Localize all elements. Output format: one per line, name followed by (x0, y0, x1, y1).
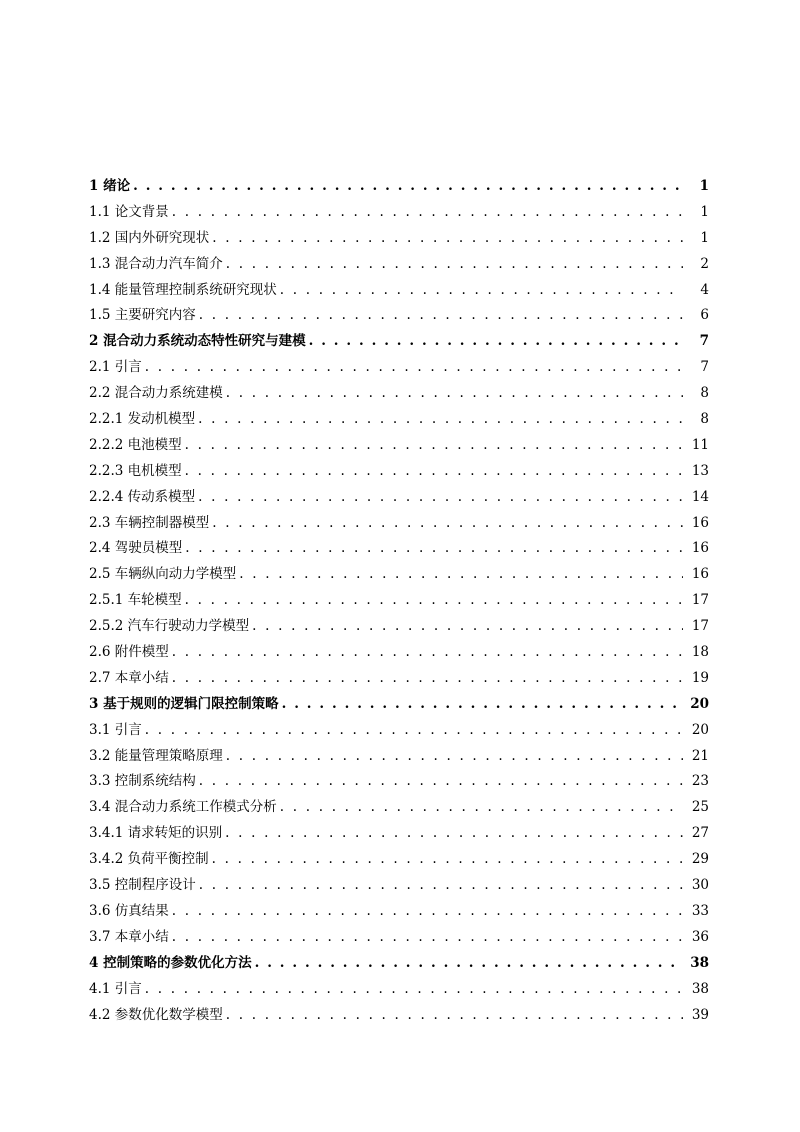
toc-entry-title: 3.1 引言 (89, 721, 142, 738)
toc-dot-leader (199, 873, 683, 899)
toc-section-entry[interactable] (89, 718, 709, 744)
toc-entry-title: 2.7 本章小结 (89, 669, 169, 686)
table-of-contents (89, 174, 709, 1028)
toc-section-entry[interactable] (89, 795, 709, 821)
toc-dot-leader (239, 562, 683, 588)
toc-entry-title: 3.4.2 负荷平衡控制 (89, 851, 209, 868)
toc-section-entry[interactable] (89, 666, 709, 692)
toc-entry-page-number: 30 (691, 877, 709, 894)
toc-entry-title: 1.5 主要研究内容 (89, 307, 196, 324)
toc-section-entry[interactable] (89, 226, 709, 252)
toc-dot-leader (212, 847, 683, 873)
toc-section-entry[interactable] (89, 899, 709, 925)
toc-entry-title: 2.4 驾驶员模型 (89, 540, 183, 557)
toc-entry-page-number: 7 (700, 359, 709, 376)
toc-dot-leader (255, 951, 683, 977)
toc-dot-leader (185, 536, 683, 562)
toc-entry-title: 3.4.1 请求转矩的识别 (89, 825, 223, 842)
toc-dot-leader (172, 899, 683, 925)
toc-dot-leader (226, 381, 683, 407)
toc-entry-title: 2.1 引言 (89, 359, 142, 376)
toc-section-entry[interactable] (89, 355, 709, 381)
toc-entry-page-number: 8 (700, 411, 709, 428)
toc-dot-leader (226, 1003, 683, 1029)
toc-entry-title: 2.5 车辆纵向动力学模型 (89, 566, 237, 583)
toc-section-entry[interactable] (89, 536, 709, 562)
toc-dot-leader (185, 459, 683, 485)
toc-entry-page-number: 20 (690, 695, 709, 712)
toc-dot-leader (252, 614, 683, 640)
toc-entry-page-number: 33 (691, 902, 709, 919)
toc-chapter-entry[interactable] (89, 329, 709, 355)
toc-dot-leader (199, 303, 683, 329)
toc-entry-page-number: 25 (691, 799, 709, 816)
toc-section-entry[interactable] (89, 407, 709, 433)
toc-section-entry[interactable] (89, 821, 709, 847)
toc-entry-title: 2.2 混合动力系统建模 (89, 385, 223, 402)
toc-dot-leader (280, 795, 683, 821)
toc-section-entry[interactable] (89, 925, 709, 951)
toc-dot-leader (282, 692, 683, 718)
toc-section-entry[interactable] (89, 485, 709, 511)
toc-dot-leader (145, 977, 683, 1003)
toc-entry-page-number: 39 (691, 1006, 709, 1023)
toc-chapter-entry[interactable] (89, 951, 709, 977)
toc-entry-page-number: 16 (691, 540, 709, 557)
toc-section-entry[interactable] (89, 769, 709, 795)
toc-entry-title: 3.7 本章小结 (89, 928, 169, 945)
toc-entry-title: 1 绪论 (89, 178, 131, 194)
toc-section-entry[interactable] (89, 252, 709, 278)
toc-entry-page-number: 11 (691, 436, 709, 453)
toc-dot-leader (225, 821, 683, 847)
toc-entry-title: 1.2 国内外研究现状 (89, 229, 210, 246)
toc-dot-leader (172, 640, 683, 666)
toc-entry-title: 1.3 混合动力汽车简介 (89, 255, 223, 272)
toc-entry-page-number: 16 (691, 566, 709, 583)
toc-dot-leader (172, 666, 683, 692)
toc-section-entry[interactable] (89, 847, 709, 873)
toc-entry-title: 1.4 能量管理控制系统研究现状 (89, 281, 277, 298)
toc-section-entry[interactable] (89, 588, 709, 614)
toc-entry-page-number: 4 (700, 281, 709, 298)
toc-section-entry[interactable] (89, 511, 709, 537)
toc-entry-page-number: 20 (691, 721, 709, 738)
toc-entry-title: 4.2 参数优化数学模型 (89, 1006, 223, 1023)
toc-entry-page-number: 16 (691, 514, 709, 531)
toc-dot-leader (226, 744, 683, 770)
toc-chapter-entry[interactable] (89, 692, 709, 718)
toc-entry-title: 4 控制策略的参数优化方法 (89, 954, 252, 971)
toc-entry-page-number: 1 (700, 229, 709, 246)
toc-dot-leader (198, 407, 683, 433)
toc-section-entry[interactable] (89, 278, 709, 304)
toc-entry-title: 3.2 能量管理策略原理 (89, 747, 223, 764)
toc-entry-page-number: 13 (691, 462, 709, 479)
toc-dot-leader (212, 511, 683, 537)
toc-entry-title: 3.5 控制程序设计 (89, 877, 196, 894)
toc-entry-title: 3 基于规则的逻辑门限控制策略 (89, 695, 279, 712)
toc-dot-leader (280, 278, 683, 304)
toc-entry-page-number: 38 (690, 954, 709, 971)
toc-section-entry[interactable] (89, 562, 709, 588)
toc-entry-page-number: 17 (691, 592, 709, 609)
toc-entry-page-number: 38 (691, 980, 709, 997)
toc-dot-leader (185, 433, 683, 459)
toc-section-entry[interactable] (89, 873, 709, 899)
toc-dot-leader (145, 718, 683, 744)
toc-entry-title: 2.2.1 发动机模型 (89, 411, 196, 428)
toc-entry-page-number: 27 (691, 825, 709, 842)
toc-entry-title: 3.4 混合动力系统工作模式分析 (89, 799, 277, 816)
toc-dot-leader (226, 252, 683, 278)
toc-entry-page-number: 36 (691, 928, 709, 945)
toc-section-entry[interactable] (89, 977, 709, 1003)
toc-section-entry[interactable] (89, 200, 709, 226)
toc-section-entry[interactable] (89, 1003, 709, 1029)
toc-section-entry[interactable] (89, 459, 709, 485)
toc-entry-page-number: 1 (700, 203, 709, 220)
toc-entry-title: 2.2.3 电机模型 (89, 462, 182, 479)
toc-section-entry[interactable] (89, 433, 709, 459)
toc-entry-title: 3.3 控制系统结构 (89, 773, 196, 790)
toc-entry-page-number: 1 (699, 178, 709, 194)
toc-dot-leader (172, 925, 683, 951)
toc-dot-leader (133, 174, 683, 200)
toc-entry-title: 2 混合动力系统动态特性研究与建模 (89, 333, 306, 350)
toc-entry-title: 2.2.2 电池模型 (89, 436, 182, 453)
toc-entry-title: 2.6 附件模型 (89, 644, 169, 661)
toc-entry-page-number: 8 (700, 385, 709, 402)
toc-section-entry[interactable] (89, 744, 709, 770)
toc-section-entry[interactable] (89, 640, 709, 666)
toc-entry-title: 2.3 车辆控制器模型 (89, 514, 210, 531)
toc-entry-title: 1.1 论文背景 (89, 203, 169, 220)
toc-entry-title: 4.1 引言 (89, 980, 142, 997)
toc-dot-leader (309, 329, 683, 355)
toc-entry-page-number: 6 (700, 307, 709, 324)
toc-entry-title: 2.2.4 传动系模型 (89, 488, 196, 505)
toc-dot-leader (145, 355, 683, 381)
toc-entry-page-number: 21 (691, 747, 709, 764)
toc-entry-page-number: 7 (699, 333, 709, 350)
toc-entry-page-number: 2 (700, 255, 709, 272)
toc-entry-page-number: 18 (691, 644, 709, 661)
toc-dot-leader (185, 588, 683, 614)
toc-entry-title: 2.5.2 汽车行驶动力学模型 (89, 618, 250, 635)
toc-entry-title: 2.5.1 车轮模型 (89, 592, 182, 609)
toc-entry-page-number: 19 (691, 669, 709, 686)
toc-dot-leader (212, 226, 683, 252)
toc-dot-leader (199, 769, 683, 795)
toc-entry-page-number: 29 (691, 851, 709, 868)
toc-section-entry[interactable] (89, 614, 709, 640)
toc-section-entry[interactable] (89, 381, 709, 407)
toc-dot-leader (198, 485, 683, 511)
toc-dot-leader (172, 200, 683, 226)
toc-entry-title: 3.6 仿真结果 (89, 902, 169, 919)
toc-section-entry[interactable] (89, 303, 709, 329)
toc-entry-page-number: 17 (691, 618, 709, 635)
toc-entry-page-number: 14 (691, 488, 709, 505)
toc-chapter-entry[interactable] (89, 174, 709, 200)
toc-entry-page-number: 23 (691, 773, 709, 790)
